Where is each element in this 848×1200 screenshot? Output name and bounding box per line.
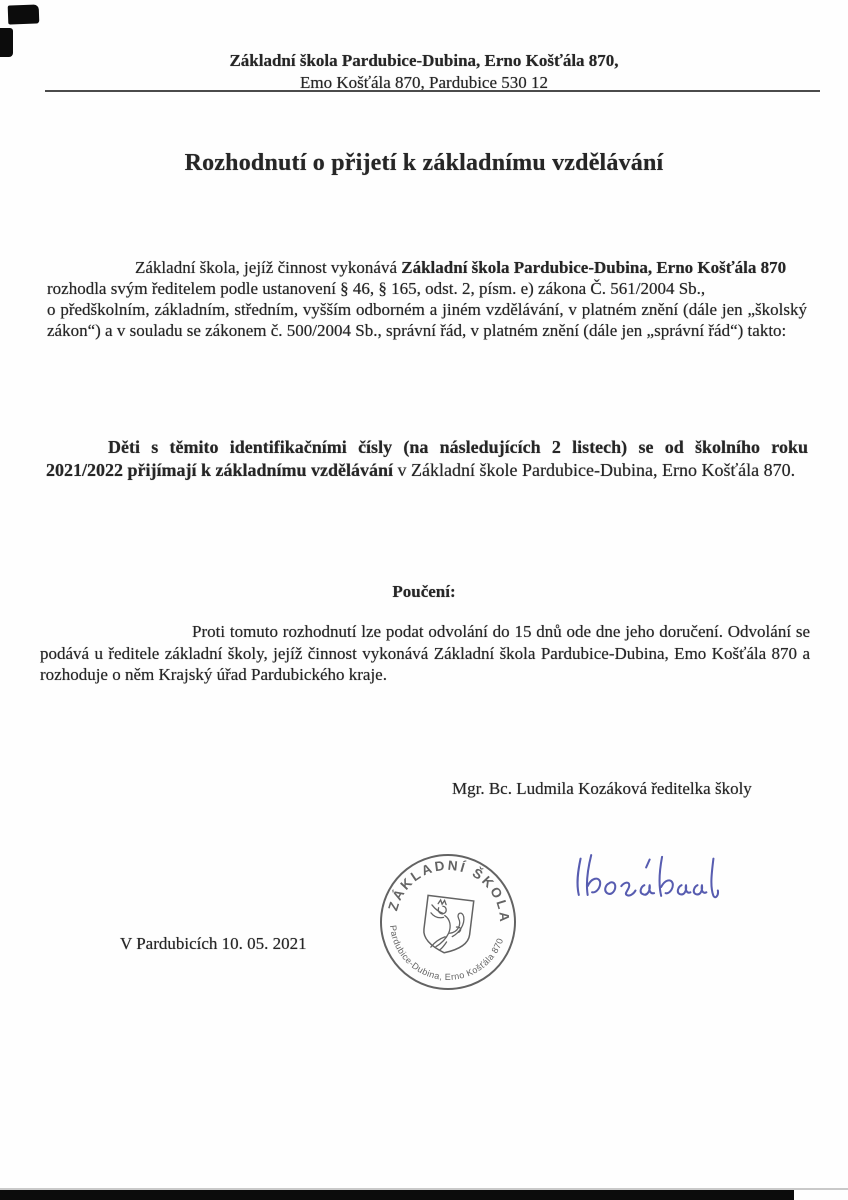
shield-outline <box>421 895 473 955</box>
letterhead <box>14 50 834 94</box>
stamp-svg <box>367 841 530 1004</box>
decision-rest: v Základní škole Pardubice-Dubina, Erno Košťála 870. <box>393 460 796 480</box>
letterhead-address: Emo Košťála 870, Pardubice 530 12 <box>299 73 549 92</box>
scan-artifact-left-edge <box>0 28 13 57</box>
stamp-top-text: ZÁKLADNÍ ŠKOLA <box>385 857 513 925</box>
handwritten-signature <box>563 848 731 910</box>
stamp-bottom-text: Pardubice-Dubina, Erno Košťála 870 <box>388 924 506 983</box>
intro-lead: Základní škola, jejíž činnost vykonává <box>135 258 402 277</box>
intro-line3: o předškolním, základním, středním, vyšším odborném a jiném vzdělávání, v platném znění (dále jen „školský zákon“) a v souladu se zákonem č. 500/2004 Sb., správní řád, v platném znění (dále jen „správní řád“) takto: <box>47 300 807 340</box>
intro-school-bold: Základní škola Pardubice-Dubina, Erno Košťála 870 <box>401 258 787 277</box>
letterhead-divider <box>45 90 820 92</box>
scan-artifact-bottom-bar <box>0 1190 794 1200</box>
place-date-line: V Pardubicích 10. 05. 2021 <box>120 934 307 953</box>
letterhead-school-name: Základní škola Pardubice-Dubina, Erno Košťála 870, <box>229 51 619 70</box>
decision-bold: Děti s těmito identifikačními čísly (na následujících 2 listech) se od školního roku 2021/2022 přijímají k základnímu vzdělávání <box>46 437 808 480</box>
intro-paragraph <box>47 257 807 341</box>
lion-figure <box>427 899 466 953</box>
signature-strokes <box>577 855 718 897</box>
decision-paragraph <box>46 436 808 482</box>
notice-paragraph: Proti tomuto rozhodnutí lze podat odvolání do 15 dnů ode dne jeho doručení. Odvolání se podává u ředitele základní školy, jejíž činnost vykonává Základní škola Pardubice-Dubina, Emo Košťála 870 a rozhoduje o něm Krajský úřad Pardubického kraje. <box>40 622 810 684</box>
scan-artifact-top-left <box>8 4 40 24</box>
intro-line2: rozhodla svým ředitelem podle ustanovení § 46, § 165, odst. 2, písm. e) zákona Č. 561/2004 Sb., <box>47 279 706 298</box>
notice-heading: Poučení: <box>392 582 456 601</box>
signer-name-line: Mgr. Bc. Ludmila Kozáková ředitelka školy <box>452 779 752 798</box>
coat-of-arms-icon <box>421 895 473 955</box>
document-title: Rozhodnutí o přijetí k základnímu vzdělávání <box>184 150 664 176</box>
school-stamp-icon <box>367 841 530 1004</box>
signature-svg <box>563 848 731 910</box>
